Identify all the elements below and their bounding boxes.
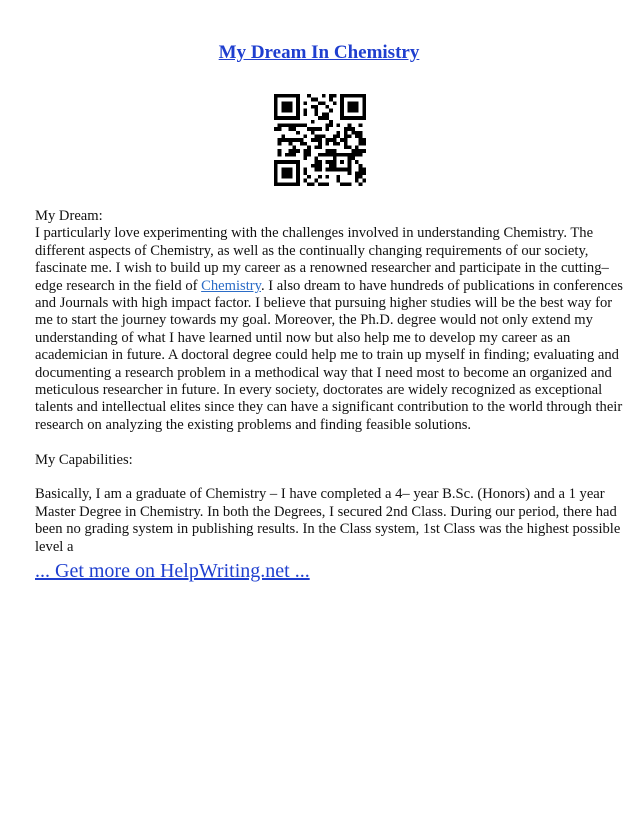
heading-my-dream: My Dream:	[35, 208, 103, 224]
paragraph-line: documenting a research problem in a methodical way that I need most to become an organized and	[35, 364, 612, 381]
paragraph-line: me to start the journey towards my goal. Moreover, the Ph.D. degree would not only extend my	[35, 312, 593, 329]
get-more-link[interactable]: ... Get more on HelpWriting.net ...	[35, 560, 310, 582]
paragraph-gap	[35, 434, 607, 451]
paragraph-line: Master Degree in Chemistry. In both the Degrees, I secured 2nd Class. During our period, there had	[35, 503, 617, 520]
paragraph-line: meticulous researcher in future. In every society, doctorates are widely recognized as exceptional	[35, 382, 603, 399]
text-fragment: edge research in the field of	[35, 277, 202, 294]
paragraph-line: talents and intellectual elites since they can have a significant contribution to the world through their	[35, 399, 623, 416]
paragraph-gap	[35, 469, 607, 486]
paragraph-line: different aspects of Chemistry, as well as the continually changing requirements of our society,	[35, 242, 589, 259]
paragraph-line: I particularly love experimenting with the challenges involved in understanding Chemistry. The	[35, 225, 594, 242]
text-fragment: . I also dream to have hundreds of publications in conferences	[261, 277, 623, 294]
paragraph-line: Basically, I am a graduate of Chemistry – I have completed a 4– year B.Sc. (Honors) and a 1 year	[35, 486, 605, 503]
document-title-link[interactable]: My Dream In Chemistry	[218, 42, 420, 63]
paragraph-line: understanding of what I have learned until now but also help me to develop my career as an	[35, 329, 571, 346]
paragraph-line: been no grading system in publishing results. In the Class system, 1st Class was the highest possible	[35, 521, 621, 538]
paragraph-line: level a	[35, 538, 74, 555]
qr-code-icon	[274, 94, 366, 186]
paragraph-line	[35, 277, 623, 295]
paragraph-line: academician in future. A doctoral degree could help me to train up myself in finding; evaluating and	[35, 347, 619, 364]
heading-my-capabilities: My Capabilities:	[35, 451, 133, 468]
chemistry-link[interactable]: Chemistry	[201, 277, 261, 294]
paragraph-line: research on analyzing the existing problems and finding feasible solutions.	[35, 416, 472, 433]
paragraph-line: fascinate me. I wish to build up my career as a renowned researcher and participate in the cutting–	[35, 260, 609, 277]
paragraph-line: and Journals with high impact factor. I believe that pursuing higher studies will be the best way for	[35, 295, 613, 312]
essay-body	[35, 208, 623, 556]
